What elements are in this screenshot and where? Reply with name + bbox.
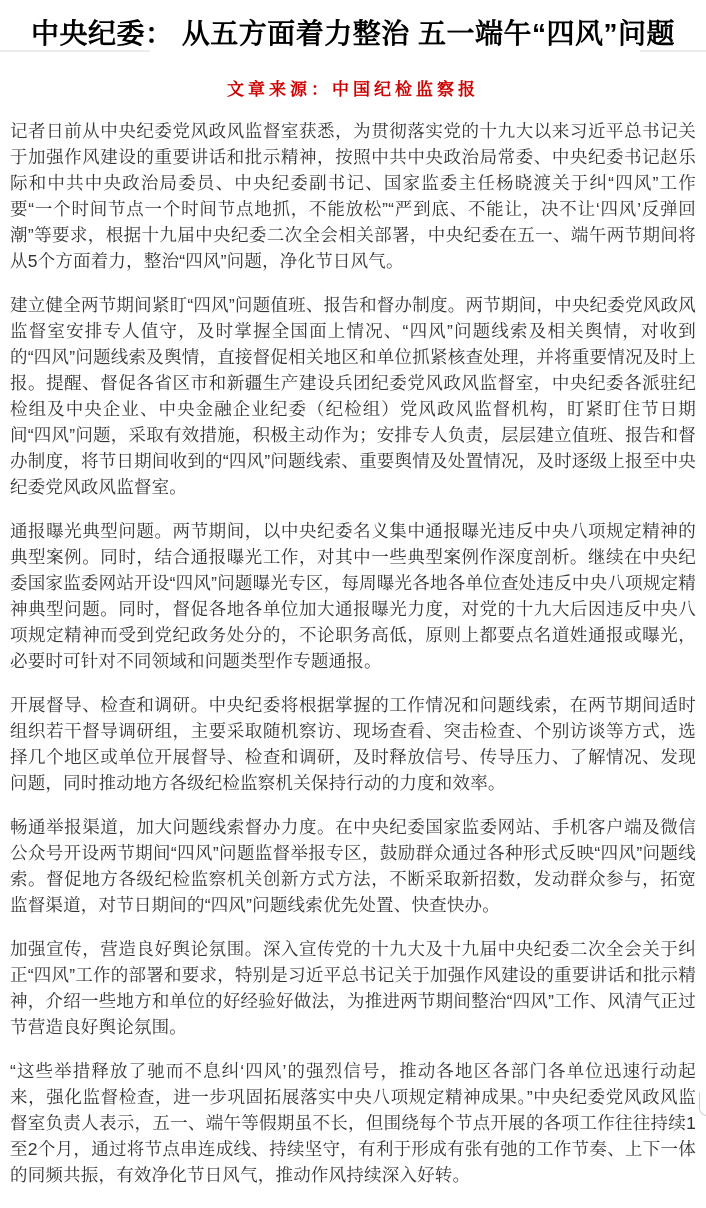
article-paragraph: “这些举措释放了驰而不息纠‘四风’的强烈信号，推动各地区各部门各单位迅速行动起来，强化监督检查，进一步巩固拓展落实中央八项规定精神成果。”中央纪委党风政风监督室负责人表示，五一、端午等假期虽不长，但围绕每个节点开展的各项工作往往持续1至2个月，通过将节点串连成线、持续坚守，有利于形成有张有弛的工作节奏、上下一体的同频共振，有效净化节日风气，推动作风持续深入好转。 [10,1061,696,1185]
article-paragraph: 记者日前从中央纪委党风政风监督室获悉，为贯彻落实党的十九大以来习近平总书记关于加强作风建设的重要讲话和批示精神，按照中共中央政治局常委、中央纪委书记赵乐际和中共中央政治局委员、中央纪委副书记、国家监委主任杨晓渡关于纠“四风”工作要“一个时间节点一个时间节点地抓，不能放松”“严到底、不能让，决不让‘四风’反弹回潮”等要求，根据十九届中央纪委二次全会相关部署，中央纪委在五一、端午两节期间将从5个方面着力，整治“四风”问题，净化节日风气。 [10,121,696,271]
floating-widget-corner [699,1092,706,1116]
article-paragraph: 加强宣传，营造良好舆论氛围。深入宣传党的十九大及十九届中央纪委二次全会关于纠正“四风”工作的部署和要求，特别是习近平总书记关于加强作风建设的重要讲话和批示精神，介绍一些地方和单位的好经验好做法，为推进两节期间整治“四风”工作、风清气正过节营造良好舆论氛围。 [10,939,696,1037]
article-source-line: 文章来源：中国纪检监察报 [227,80,479,99]
article-paragraph: 开展督导、检查和调研。中央纪委将根据掌握的工作情况和问题线索，在两节期间适时组织若干督导调研组，主要采取随机察访、现场查看、突击检查、个别访谈等方式，选择几个地区或单位开展督导、检查和调研，及时释放信号、传导压力、了解情况、发现问题，同时推动地方各级纪检监察机关保持行动的力度和效率。 [10,695,696,793]
article-title: 中央纪委： 从五方面着力整治 五一端午“四风”问题 [30,18,676,49]
article-paragraph: 通报曝光典型问题。两节期间，以中央纪委名义集中通报曝光违反中央八项规定精神的典型案例。同时，结合通报曝光工作，对其中一些典型案例作深度剖析。继续在中央纪委国家监委网站开设“四风”问题曝光专区，每周曝光各地各单位查处违反中央八项规定精神典型问题。同时，督促各地各单位加大通报曝光力度，对党的十九大后因违反中央八项规定精神而受到党纪政务处分的，不论职务高低，原则上都要点名道姓通报或曝光，必要时可针对不同领域和问题类型作专题通报。 [10,521,696,671]
article-paragraph: 建立健全两节期间紧盯“四风”问题值班、报告和督办制度。两节期间，中央纪委党风政风监督室安排专人值守，及时掌握全国面上情况、“四风”问题线索及相关舆情，对收到的“四风”问题线索及舆情，直接督促相关地区和单位抓紧核查处理，并将重要情况及时上报。提醒、督促各省区市和新疆生产建设兵团纪委党风政风监督室，中央纪委各派驻纪检组及中央企业、中央金融企业纪委（纪检组）党风政风监督机构，盯紧盯住节日期间“四风”问题，采取有效措施，积极主动作为；安排专人负责，层层建立值班、报告和督办制度，将节日期间收到的“四风”问题线索、重要舆情及处置情况，及时逐级上报至中央纪委党风政风监督室。 [10,295,696,497]
article-paragraph: 畅通举报渠道，加大问题线索督办力度。在中央纪委国家监委网站、手机客户端及微信公众号开设两节期间“四风”问题监督举报专区，鼓励群众通过各种形式反映“四风”问题线索。督促地方各级纪检监察机关创新方式方法，不断采取新招数，发动群众参与，拓宽监督渠道，对节日期间的“四风”问题线索优先处置、快查快办。 [10,817,696,915]
article-body [0,118,706,1188]
